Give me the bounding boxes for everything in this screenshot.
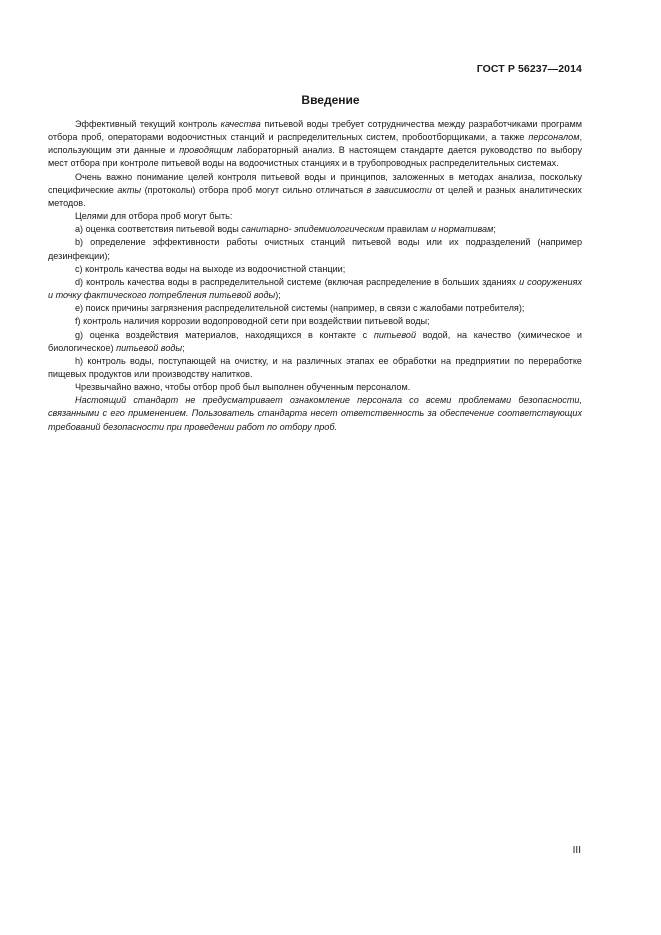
paragraph [48, 210, 582, 223]
text-run: a) оценка соответствия питьевой воды [75, 224, 242, 235]
italic-text-run: персоналом [528, 132, 580, 143]
text-run: ; [493, 224, 496, 235]
text-run: питьевой воды требует сотрудничества между разработчиками программ отбора проб, операторами водоочистных станций и распределительных систем, пробоотборщиками, а также [48, 119, 582, 143]
text-run: h) контроль воды, поступающей на очистку, и на различных этапах ее обработки на предприятии по переработке пищевых продуктов или производству напитков. [48, 355, 582, 379]
text-run: , использующим эти данные и [48, 132, 582, 156]
text-run: c) контроль качества воды на выходе из водоочистной станции; [75, 263, 346, 274]
text-run: Очень важно понимание целей контроля питьевой воды и принципов, заложенных в методах анализа, поскольку специфические [48, 171, 582, 195]
text-run: лабораторный анализ. В настоящем стандарте дается руководство по выбору мест отбора при контроле питьевой воды на водоочистных станциях и в трубопроводных распределительных системах. [48, 145, 583, 169]
text-run: e) поиск причины загрязнения распределительной системы (например, в связи с жалобами потребителя); [75, 303, 525, 314]
italic-text-run: проводящим [179, 145, 233, 156]
paragraph [48, 394, 582, 433]
paragraph [48, 236, 582, 262]
italic-text-run: Настоящий стандарт не предусматривает ознакомление персонала со всеми проблемами безопасности, связанными с его применением. Пользователь стандарта несет ответственность за обеспечение соответствующих требований безопасности при проведении работ по отбору проб. [48, 395, 582, 432]
paragraph [48, 355, 582, 381]
page-number: III [572, 845, 581, 856]
text-run: правилам [384, 224, 431, 235]
paragraph [48, 302, 582, 315]
introduction-body [48, 118, 582, 434]
standard-number: ГОСТ Р 56237—2014 [476, 63, 582, 75]
text-run: d) контроль качества воды в распределительной системе (включая распределение в больших зданиях [75, 276, 520, 287]
text-run: ); [275, 290, 281, 301]
italic-text-run: качества [220, 119, 261, 129]
paragraph [48, 315, 582, 328]
text-run: водой, на качество (химическое и биологическое) [48, 329, 582, 353]
italic-text-run: питьевой воды [116, 342, 183, 353]
paragraph [48, 276, 582, 302]
italic-text-run: и сооружениях и точку фактического потребления питьевой воды [48, 276, 582, 301]
paragraph [48, 118, 582, 171]
italic-text-run: и нормативам [430, 224, 494, 235]
text-run: от целей и разных аналитических методов. [48, 184, 582, 208]
text-run: Чрезвычайно важно, чтобы отбор проб был выполнен обученным персоналом. [75, 382, 411, 393]
italic-text-run: питьевой [373, 329, 417, 340]
text-run: f) контроль наличия коррозии водопроводной сети при воздействии питьевой воды; [75, 316, 430, 327]
text-run: b) определение эффективности работы очистных станций питьевой воды или их подразделений (например дезинфекции); [48, 237, 582, 261]
text-run: Эффективный текущий контроль [75, 119, 221, 129]
paragraph [48, 223, 582, 236]
paragraph [48, 381, 582, 394]
text-run: (протоколы) отбора проб могут сильно отличаться [141, 184, 367, 195]
paragraph [48, 171, 582, 210]
text-run: ; [182, 342, 185, 353]
paragraph [48, 263, 582, 276]
section-title: Введение [301, 93, 360, 107]
italic-text-run: санитарно- эпидемиологическим [241, 224, 385, 235]
text-run: g) оценка воздействия материалов, находящихся в контакте с [75, 329, 374, 340]
text-run: Целями для отбора проб могут быть: [75, 211, 233, 222]
italic-text-run: в зависимости [366, 184, 432, 195]
italic-text-run: акты [117, 184, 142, 195]
paragraph [48, 329, 582, 355]
